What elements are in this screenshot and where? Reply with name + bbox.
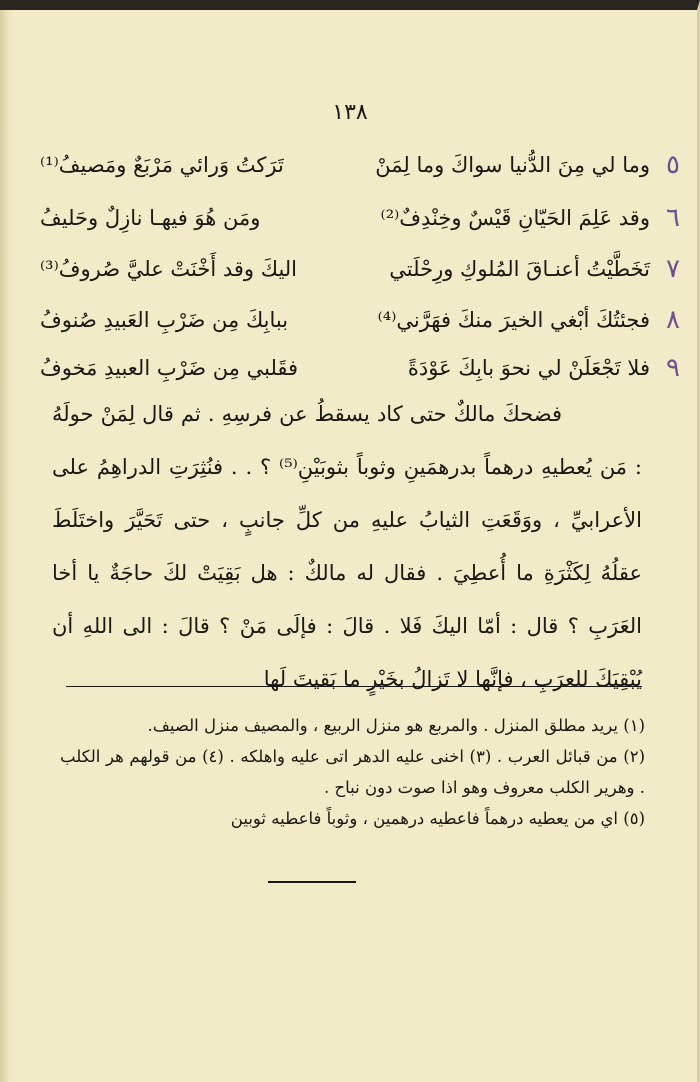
verse-second-half: ببابِكَ مِن ضَرْبِ العَبيدِ صُنوفُ: [40, 308, 289, 332]
verse-first-half: وقد عَلِمَ الحَيّانِ قَيْسٌ وخِنْدِفٌ⁽²⁾: [380, 206, 650, 230]
verse-line-6: [40, 198, 680, 238]
verse-first-half: تَخَطَّيْتُ أعنـاقَ المُلوكِ ورِحْلَتي: [389, 257, 650, 281]
verse-marker: ٨: [666, 305, 680, 335]
verse-second-half: اليكَ وقد أَخْنَتْ عليَّ صُروفُ⁽³⁾: [40, 257, 298, 281]
verse-line-7: [40, 249, 680, 289]
verse-marker: ٦: [666, 203, 680, 233]
verse-marker: ٩: [666, 353, 680, 383]
verse-line-8: [40, 300, 680, 340]
prose-body: [52, 388, 642, 706]
end-rule: [268, 881, 356, 883]
verse-first-half: فلا تَجْعَلَنْ لي نحوَ بابِكَ عَوْدَةً: [407, 356, 650, 380]
footnote-2-3-4: (٢) من قبائل العرب . (٣) اخنى عليه الدهر اتى عليه واهلكه . (٤) من قولهم هر الكلب . وهرير الكلب معروف وهو اذا صوت دون نباح .: [60, 747, 645, 797]
verse-first-half: فجئتُكَ أبْغي الخيرَ منكَ فهَرَّني⁽⁴⁾: [377, 308, 650, 332]
verse-second-half: تَرَكتُ وَرائي مَرْبَعٌ ومَصيفُ⁽¹⁾: [40, 153, 284, 177]
verse-marker: ٧: [666, 254, 680, 284]
prose-paragraph: فضحكَ مالكٌ حتى كاد يسقطُ عن فرسِهِ . ثم قال لِمَنْ حولَهُ : مَن يُعطيهِ درهماً بدرهمَينِ وثوباً بثوبَيْنِ⁽⁵⁾ ؟ . . فنُثِرَتِ الدراهِمُ على الأعرابيِّ ، ووَقَعَتِ الثيابُ عليهِ من كلِّ جانبٍ ، حتى تَحَيَّرَ واختَلَطَ عقلُهُ لِكَثْرَةِ ما أُعطِيَ . فقال له مالكٌ : هل بَقِيَتْ لكَ حاجَةٌ يا أخا العَرَبِ ؟ قال : أمّا اليكَ فَلا . قالَ : فإلَى مَنْ ؟ قالَ : الى اللهِ أن يُبْقِيَكَ للعرَبِ ، فإنَّها لا تَزالُ بخَيْرٍ ما بَقيتَ لَها: [52, 402, 642, 691]
page-number: ١٣٨: [332, 100, 368, 125]
footnotes: [60, 710, 645, 834]
footnote-1: (١) يريد مطلق المنزل . والمربع هو منزل الربيع ، والمصيف منزل الصيف.: [147, 716, 645, 735]
verse-line-9: [40, 348, 680, 388]
verse-second-half: ومَن هُوَ فيهـا نازِلٌ وحَليفُ: [40, 206, 261, 230]
verse-marker: ٥: [666, 150, 680, 180]
footnote-separator: [66, 686, 642, 687]
verse-first-half: وما لي مِنَ الدُّنيا سواكَ وما لِمَنْ: [375, 153, 650, 177]
verse-second-half: فقَلبي مِن ضَرْبِ العبيدِ مَخوفُ: [40, 356, 299, 380]
footnote-5: (٥) اي من يعطيه درهماً فاعطيه درهمين ، وثوباً فاعطيه ثوبين: [230, 809, 645, 828]
verse-line-5: [40, 145, 680, 185]
